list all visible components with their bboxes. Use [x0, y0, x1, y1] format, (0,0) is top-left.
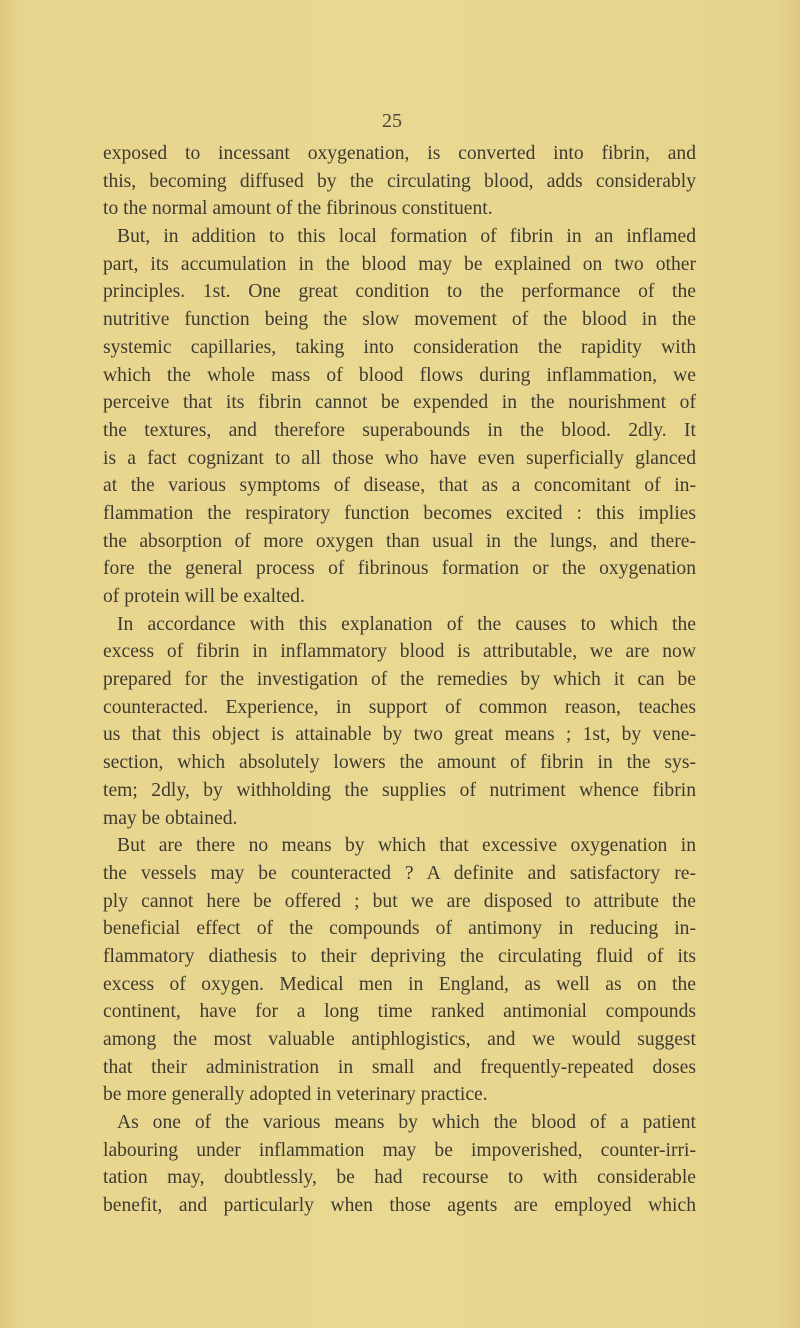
text-line: us that this object is attainable by two great means ; 1st, by vene-	[103, 724, 696, 746]
page-number: 25	[382, 110, 402, 132]
text-line: excess of fibrin in inflammatory blood is attributable, we are now	[103, 641, 696, 663]
text-line: that their administration in small and frequently-repeated doses	[103, 1056, 696, 1078]
text-line: perceive that its fibrin cannot be expended in the nourishment of	[103, 392, 696, 414]
text-line: systemic capillaries, taking into consideration the rapidity with	[103, 336, 696, 358]
text-line: the textures, and therefore superabounds in the blood. 2dly. It	[103, 419, 696, 441]
text-line: prepared for the investigation of the remedies by which it can be	[103, 669, 696, 691]
text-line: counteracted. Experience, in support of common reason, teaches	[103, 696, 696, 718]
text-line: fore the general process of fibrinous formation or the oxygenation	[103, 558, 696, 580]
text-line: tem; 2dly, by withholding the supplies of nutriment whence fibrin	[103, 779, 696, 801]
text-line: continent, have for a long time ranked antimonial compounds	[103, 1001, 696, 1023]
text-line: As one of the various means by which the blood of a patient	[117, 1112, 696, 1134]
text-line: among the most valuable antiphlogistics, and we would suggest	[103, 1029, 696, 1050]
text-line: principles. 1st. One great condition to the performance of the	[103, 281, 696, 303]
text-line: which the whole mass of blood flows during inflammation, we	[103, 364, 696, 386]
text-line: the vessels may be counteracted ? A definite and satisfactory re-	[103, 862, 696, 884]
text-line: of protein will be exalted.	[103, 586, 305, 607]
text-line: beneficial effect of the compounds of antimony in reducing in-	[103, 918, 696, 940]
text-line: exposed to incessant oxygenation, is converted into fibrin, and	[103, 143, 696, 164]
text-line: to the normal amount of the fibrinous constituent.	[103, 198, 493, 220]
text-line: at the various symptoms of disease, that as a concomitant of in-	[103, 475, 696, 497]
text-line: tation may, doubtlessly, be had recourse to with considerable	[103, 1167, 696, 1189]
text-line: excess of oxygen. Medical men in England, as well as on the	[103, 973, 696, 995]
text-line: this, becoming diffused by the circulating blood, adds considerably	[103, 170, 696, 192]
text-line: ply cannot here be offered ; but we are disposed to attribute the	[103, 890, 696, 912]
body-text	[103, 140, 696, 1220]
text-line: flammation the respiratory function becomes excited : this implies	[103, 502, 696, 524]
text-line: flammatory diathesis to their depriving the circulating fluid of its	[103, 945, 696, 967]
text-line: labouring under inflammation may be impoverished, counter-irri-	[103, 1139, 696, 1161]
text-line: In accordance with this explanation of the causes to which the	[117, 613, 696, 635]
text-line: part, its accumulation in the blood may be explained on two other	[103, 253, 696, 275]
text-line: But, in addition to this local formation of fibrin in an inflamed	[117, 226, 696, 248]
text-line: nutritive function being the slow movement of the blood in the	[103, 309, 696, 331]
text-line: is a fact cognizant to all those who have even superficially glanced	[103, 447, 696, 469]
text-line: may be obtained.	[103, 807, 238, 829]
text-line: section, which absolutely lowers the amount of fibrin in the sys-	[103, 752, 696, 774]
text-line: benefit, and particularly when those agents are employed which	[103, 1195, 696, 1217]
text-line: the absorption of more oxygen than usual in the lungs, and there-	[103, 530, 696, 552]
text-line: But are there no means by which that excessive oxygenation in	[117, 835, 696, 857]
text-line: be more generally adopted in veterinary practice.	[103, 1084, 488, 1106]
